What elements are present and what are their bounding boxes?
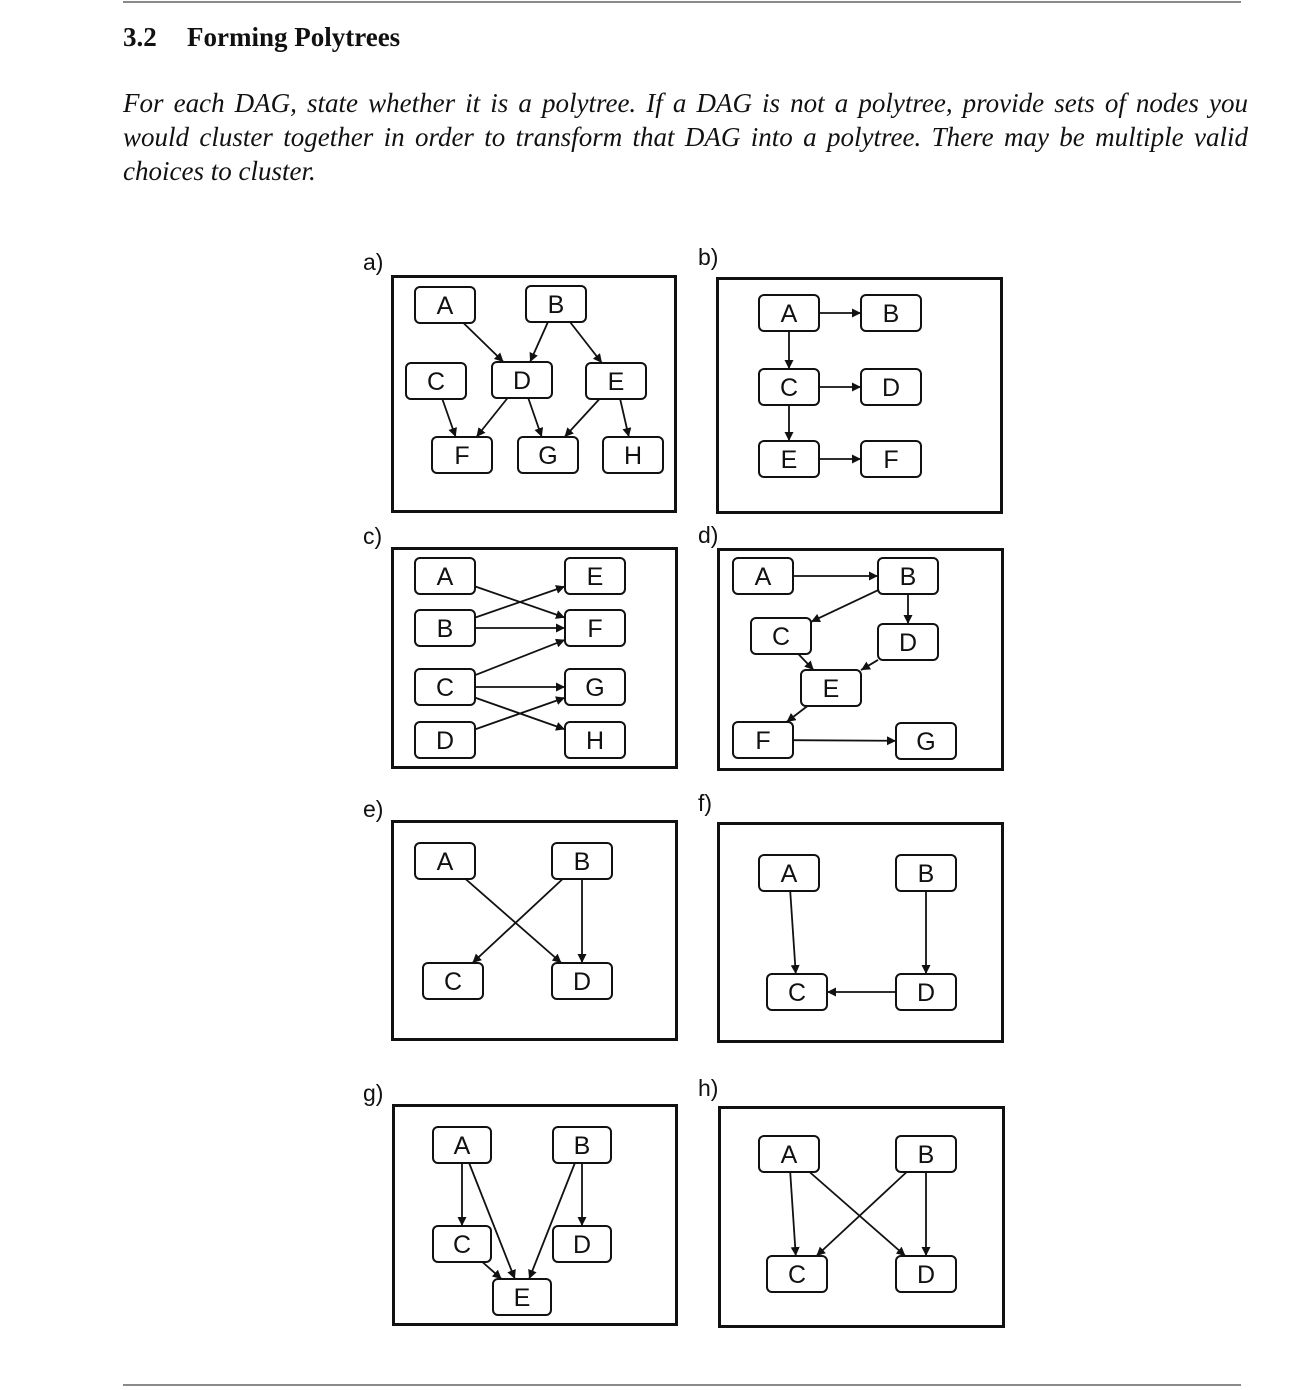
node-label: E [607, 368, 625, 396]
node-label: F [587, 615, 603, 643]
edge-a-b-to-d [530, 322, 548, 362]
node-a-d [492, 362, 552, 398]
node-label: H [623, 442, 643, 470]
node-label: D [512, 367, 532, 395]
node-d-f [733, 722, 793, 758]
graph-e-diagram [394, 823, 675, 1038]
node-d-d [878, 624, 938, 660]
node-g-d [553, 1226, 611, 1262]
edge-a-e-to-g [565, 399, 600, 437]
node-g-e [493, 1279, 551, 1315]
top-rule [123, 1, 1241, 3]
graph-panel-g [392, 1104, 678, 1326]
node-d-a [733, 558, 793, 594]
graph-g-diagram [395, 1107, 675, 1323]
node-label: C [787, 979, 807, 1007]
edge-d-b-to-c [811, 590, 878, 622]
node-label: E [822, 675, 840, 703]
node-label: D [916, 1261, 936, 1289]
node-label: C [435, 674, 455, 702]
node-a-c [406, 363, 466, 399]
panel-label-b: b) [698, 244, 719, 270]
node-label: G [538, 442, 558, 470]
panel-label-e: e) [363, 796, 384, 822]
node-b-a [759, 295, 819, 331]
node-label: D [898, 629, 918, 657]
edge-e-a-to-d [466, 879, 562, 963]
node-d-c [751, 618, 811, 654]
node-label: H [585, 727, 605, 755]
graph-panel-a [391, 275, 677, 513]
node-label: B [436, 615, 454, 643]
node-a-f [432, 437, 492, 473]
section-heading [123, 22, 400, 53]
node-e-b [552, 843, 612, 879]
node-b-e [759, 441, 819, 477]
node-a-g [518, 437, 578, 473]
node-e-d [552, 963, 612, 999]
graph-h-diagram [721, 1109, 1002, 1325]
bottom-rule [123, 1384, 1241, 1386]
node-label: E [780, 446, 798, 474]
node-h-b [896, 1136, 956, 1172]
graph-panel-h [718, 1106, 1005, 1328]
node-label: A [780, 1141, 798, 1169]
node-h-d [896, 1256, 956, 1292]
node-h-c [767, 1256, 827, 1292]
section-title: Forming Polytrees [187, 22, 401, 52]
edge-a-a-to-d [463, 323, 503, 362]
node-g-c [433, 1226, 491, 1262]
panel-label-c: c) [363, 523, 383, 549]
node-e-c [423, 963, 483, 999]
node-label: D [916, 979, 936, 1007]
edge-d-d-to-e [861, 660, 878, 670]
graph-panel-d [717, 548, 1004, 771]
node-c-e [565, 558, 625, 594]
node-b-c [759, 369, 819, 405]
node-label: A [436, 848, 454, 876]
edge-d-c-to-e [798, 654, 813, 670]
node-d-b [878, 558, 938, 594]
node-label: A [780, 860, 798, 888]
node-label: G [916, 728, 936, 756]
node-f-a [759, 855, 819, 891]
panel-label-a: a) [363, 249, 384, 275]
graph-d-diagram [720, 551, 1001, 768]
node-label: C [452, 1231, 472, 1259]
section-number: 3.2 [123, 22, 157, 52]
node-label: E [586, 563, 604, 591]
edge-e-b-to-c [472, 879, 562, 963]
edge-h-b-to-c [816, 1172, 906, 1256]
node-label: B [917, 1141, 935, 1169]
node-g-b [553, 1127, 611, 1163]
graph-panel-e [391, 820, 678, 1041]
panel-label-g: g) [363, 1080, 384, 1106]
node-f-c [767, 974, 827, 1010]
node-b-f [861, 441, 921, 477]
graph-f-diagram [720, 825, 1001, 1040]
edge-h-a-to-c [790, 1172, 796, 1256]
node-label: C [787, 1261, 807, 1289]
panel-label-h: h) [698, 1075, 719, 1101]
node-b-b [861, 295, 921, 331]
node-label: D [881, 374, 901, 402]
node-label: C [771, 623, 791, 651]
graph-c-diagram [394, 550, 675, 766]
node-g-a [433, 1127, 491, 1163]
node-h-a [759, 1136, 819, 1172]
node-label: F [883, 446, 899, 474]
graph-panel-b [716, 277, 1003, 514]
node-label: C [443, 968, 463, 996]
node-c-f [565, 610, 625, 646]
node-f-b [896, 855, 956, 891]
node-d-g [896, 723, 956, 759]
node-a-b [526, 286, 586, 322]
node-label: A [754, 563, 772, 591]
instructions-paragraph: For each DAG, state whether it is a polytree. If a DAG is not a polytree, provide sets of nodes you would cluster together in order to transform that DAG into a polytree. There may be multiple valid choices to cluster. [123, 88, 1248, 186]
node-a-h [603, 437, 663, 473]
node-label: A [436, 563, 454, 591]
graph-b-diagram [719, 280, 1000, 511]
panel-label-f: f) [698, 790, 713, 816]
edge-d-f-to-g [793, 740, 896, 741]
graph-panel-c [391, 547, 678, 769]
edge-d-e-to-f [787, 706, 808, 722]
edge-a-d-to-f [476, 398, 507, 437]
edge-a-c-to-f [442, 399, 455, 437]
graph-panel-f [717, 822, 1004, 1043]
node-c-h [565, 722, 625, 758]
node-c-c [415, 669, 475, 705]
panel-label-d: d) [698, 522, 719, 548]
node-label: D [572, 968, 592, 996]
edge-a-e-to-h [620, 399, 629, 437]
graph-a-diagram [394, 278, 674, 510]
node-label: F [454, 442, 470, 470]
node-label: B [573, 1132, 591, 1160]
edge-a-d-to-g [528, 398, 542, 437]
node-label: G [585, 674, 605, 702]
edge-g-c-to-e [482, 1262, 501, 1279]
edge-f-a-to-c [790, 891, 796, 974]
node-label: C [426, 368, 446, 396]
node-c-g [565, 669, 625, 705]
node-a-a [415, 287, 475, 323]
node-label: D [435, 727, 455, 755]
node-e-a [415, 843, 475, 879]
node-label: B [882, 300, 900, 328]
node-label: B [573, 848, 591, 876]
node-label: C [779, 374, 799, 402]
node-f-d [896, 974, 956, 1010]
node-d-e [801, 670, 861, 706]
node-label: B [917, 860, 935, 888]
node-label: B [547, 291, 565, 319]
node-label: A [436, 292, 454, 320]
node-b-d [861, 369, 921, 405]
node-label: B [899, 563, 917, 591]
edge-h-a-to-d [810, 1172, 906, 1256]
node-label: A [780, 300, 798, 328]
edge-a-b-to-e [570, 322, 602, 363]
edge-c-c-to-f [475, 640, 565, 675]
node-c-b [415, 610, 475, 646]
node-label: E [513, 1284, 531, 1312]
node-c-d [415, 722, 475, 758]
node-a-e [586, 363, 646, 399]
node-label: A [453, 1132, 471, 1160]
node-label: D [572, 1231, 592, 1259]
node-label: F [755, 727, 771, 755]
node-c-a [415, 558, 475, 594]
